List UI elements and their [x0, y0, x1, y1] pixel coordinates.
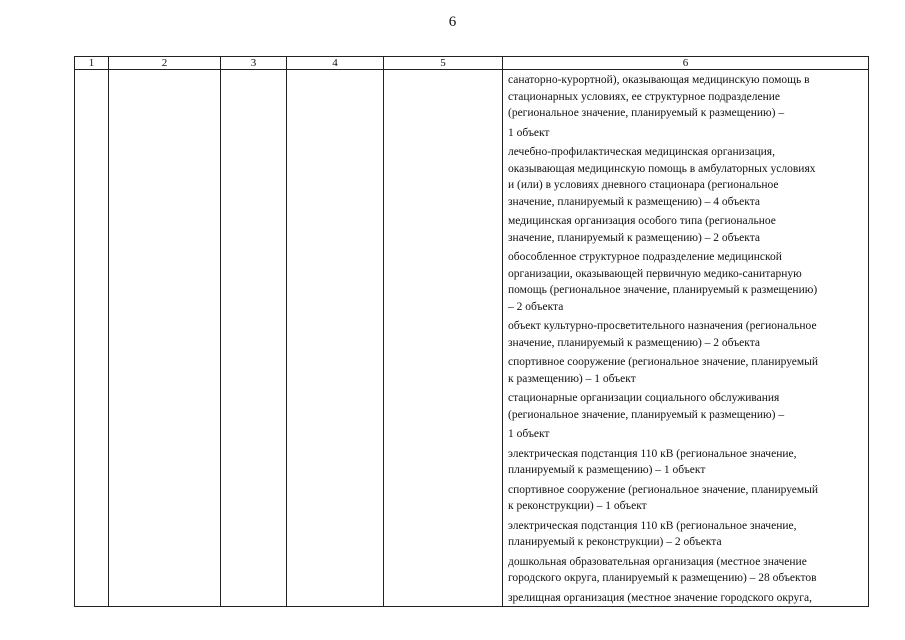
- list-item-line: и (или) в условиях дневного стационара (региональное: [508, 179, 779, 191]
- list-item-line: значение, планируемый к размещению) – 2 объекта: [508, 231, 760, 244]
- list-item-line: дошкольная образовательная организация (местное значение: [508, 555, 807, 568]
- list-item: [508, 426, 868, 443]
- list-item-line: – 2 объекта: [508, 300, 564, 313]
- list-item-line: 1 объект: [508, 126, 550, 139]
- list-item: [508, 590, 868, 607]
- list-item-line: электрическая подстанция 110 кВ (региональное значение,: [508, 519, 797, 532]
- column-header-4: 4: [287, 57, 384, 70]
- list-item: [508, 518, 868, 551]
- list-item-line: к реконструкции) – 1 объект: [508, 500, 647, 512]
- table-header-row: [75, 57, 869, 70]
- table-row: [75, 70, 869, 607]
- list-item: [508, 249, 868, 315]
- object-list: [508, 72, 868, 606]
- list-item-line: городского округа, планируемый к размещению) – 28 объектов: [508, 572, 817, 584]
- cell-col-3: [221, 70, 287, 607]
- list-item: [508, 144, 868, 210]
- list-item-line: объект культурно-просветительного назначения (региональное: [508, 320, 817, 332]
- column-header-2: 2: [109, 57, 221, 70]
- column-header-5: 5: [384, 57, 503, 70]
- list-item: [508, 213, 868, 246]
- list-item-line: (региональное значение, планируемый к размещению) –: [508, 107, 785, 119]
- list-item-line: зрелищная организация (местное значение городского округа,: [508, 591, 812, 604]
- cell-col-5: [384, 70, 503, 607]
- list-item: [508, 318, 868, 351]
- cell-col-6: [503, 70, 869, 607]
- list-item-line: стационарных условиях, ее структурное подразделение: [508, 90, 781, 103]
- document-table: [74, 56, 869, 607]
- list-item-line: 1 объект: [508, 428, 550, 440]
- list-item: [508, 390, 868, 423]
- list-item-line: санаторно-курортной), оказывающая медицинскую помощь в: [508, 74, 810, 86]
- list-item-line: помощь (региональное значение, планируемый к размещению): [508, 284, 818, 296]
- list-item-line: значение, планируемый к размещению) – 4 объекта: [508, 195, 760, 208]
- list-item: [508, 125, 868, 142]
- list-item-line: спортивное сооружение (региональное значение, планируемый: [508, 356, 819, 368]
- list-item: [508, 482, 868, 515]
- cell-col-2: [109, 70, 221, 607]
- list-item-line: лечебно-профилактическая медицинская организация,: [508, 146, 775, 158]
- list-item: [508, 446, 868, 479]
- list-item-line: спортивное сооружение (региональное значение, планируемый: [508, 483, 819, 496]
- page-number: 6: [448, 14, 457, 30]
- list-item-line: (региональное значение, планируемый к размещению) –: [508, 408, 785, 421]
- list-item: [508, 554, 868, 587]
- column-header-1: 1: [75, 57, 109, 70]
- list-item-line: значение, планируемый к размещению) – 2 объекта: [508, 336, 760, 349]
- list-item-line: медицинская организация особого типа (региональное: [508, 215, 776, 227]
- list-item-line: организации, оказывающей первичную медико-санитарную: [508, 267, 802, 280]
- list-item-line: обособленное структурное подразделение медицинской: [508, 251, 782, 263]
- cell-col-1: [75, 70, 109, 607]
- cell-col-4: [287, 70, 384, 607]
- column-header-6: 6: [503, 57, 869, 70]
- list-item-line: электрическая подстанция 110 кВ (региональное значение,: [508, 447, 797, 460]
- column-header-3: 3: [221, 57, 287, 70]
- list-item-line: планируемый к размещению) – 1 объект: [508, 464, 706, 476]
- list-item-line: стационарные организации социального обслуживания: [508, 392, 780, 404]
- list-item-line: планируемый к реконструкции) – 2 объекта: [508, 536, 722, 548]
- list-item: [508, 72, 868, 122]
- list-item: [508, 354, 868, 387]
- list-item-line: к размещению) – 1 объект: [508, 372, 636, 385]
- list-item-line: оказывающая медицинскую помощь в амбулаторных условиях: [508, 162, 816, 175]
